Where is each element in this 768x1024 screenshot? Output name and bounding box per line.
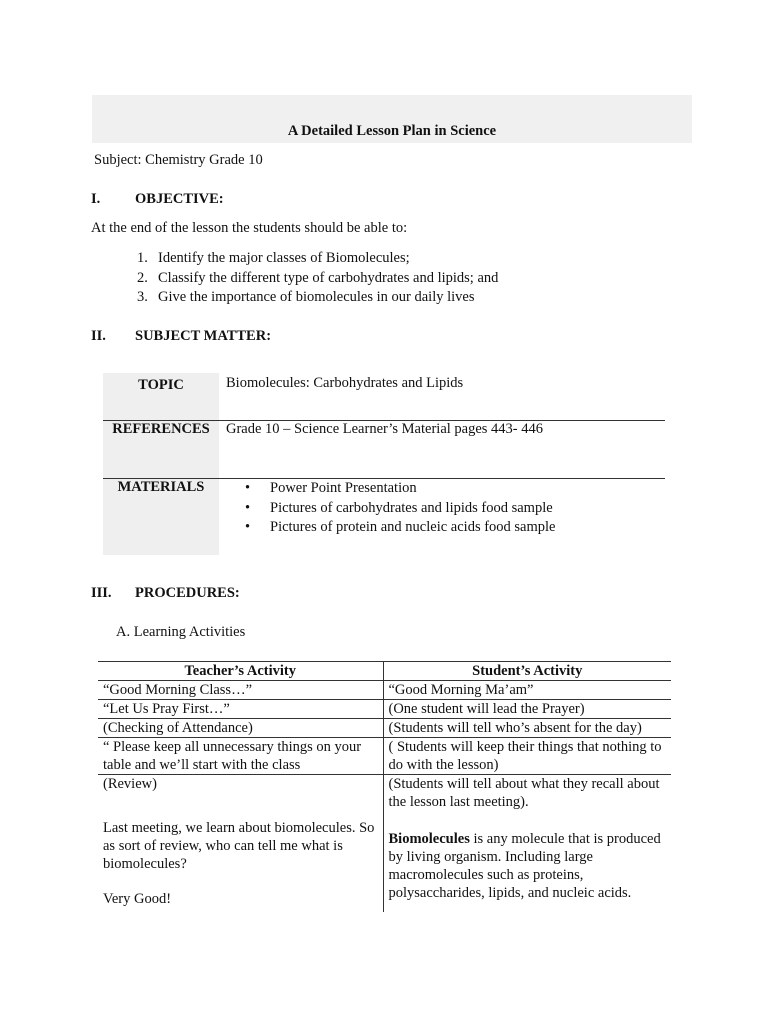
objectives-list <box>137 249 498 308</box>
subject-matter-table <box>103 373 665 555</box>
objective-number: I. <box>91 191 101 207</box>
teacher-cell: (Checking of Attendance) <box>98 719 383 738</box>
recall-text: (Students will tell about what they recall about the lesson last meeting). <box>388 776 660 810</box>
materials-list <box>245 479 555 538</box>
table-row <box>98 681 671 700</box>
topic-value: Biomolecules: Carbohydrates and Lipids <box>226 375 464 391</box>
topic-label: TOPIC <box>138 377 184 393</box>
student-cell <box>383 775 671 913</box>
label-column <box>103 373 219 555</box>
student-cell: ( Students will keep their things that nothing to do with the lesson) <box>383 738 671 775</box>
document-title: A Detailed Lesson Plan in Science <box>287 123 497 139</box>
references-value: Grade 10 – Science Learner’s Material pages 443- 446 <box>226 421 543 437</box>
student-cell: “Good Morning Ma’am” <box>383 681 671 700</box>
objective-item: 3. Give the importance of biomolecules in our daily lives <box>137 289 475 305</box>
table-row <box>98 775 671 913</box>
teacher-activity-header: Teacher’s Activity <box>98 662 383 681</box>
table-row <box>98 719 671 738</box>
subject-matter-heading: SUBJECT MATTER: <box>135 328 272 344</box>
teacher-cell <box>98 775 383 913</box>
teacher-cell: “ Please keep all unnecessary things on your table and we’ll start with the class <box>98 738 383 775</box>
table-row <box>98 700 671 719</box>
activities-table <box>98 661 671 912</box>
student-cell: (One student will lead the Prayer) <box>383 700 671 719</box>
biomolecules-definition: Biomolecules is any molecule that is produced by living organism. Including large macromolecules such as proteins, polysaccharides, lipids, and nucleic acids. <box>388 831 661 901</box>
praise-text: Very Good! <box>103 891 172 907</box>
subject-line: Subject: Chemistry Grade 10 <box>94 152 263 168</box>
materials-item: • Pictures of carbohydrates and lipids food sample <box>245 499 555 519</box>
objective-item: 2. Classify the different type of carbohydrates and lipids; and <box>137 269 499 286</box>
objective-item: 1. Identify the major classes of Biomolecules; <box>137 250 410 266</box>
review-question: Last meeting, we learn about biomolecules. So as sort of review, who can tell me what is biomolecules? <box>103 820 375 872</box>
objective-intro: At the end of the lesson the students should be able to: <box>91 220 408 236</box>
materials-item: • Power Point Presentation <box>245 479 555 499</box>
procedures-heading: PROCEDURES: <box>135 585 240 601</box>
table-row <box>98 738 671 775</box>
references-label: REFERENCES <box>112 421 210 437</box>
subject-matter-number: II. <box>91 328 106 344</box>
review-label: (Review) <box>103 776 157 792</box>
teacher-cell: “Good Morning Class…” <box>98 681 383 700</box>
teacher-cell: “Let Us Pray First…” <box>98 700 383 719</box>
procedures-number: III. <box>91 585 112 601</box>
materials-item: • Pictures of protein and nucleic acids food sample <box>245 518 555 538</box>
biomolecules-term: Biomolecules <box>388 831 470 847</box>
learning-activities-heading: A. Learning Activities <box>116 624 246 640</box>
student-cell: (Students will tell who’s absent for the day) <box>383 719 671 738</box>
objective-heading: OBJECTIVE: <box>135 191 224 207</box>
student-activity-header: Student’s Activity <box>383 662 671 681</box>
materials-label: MATERIALS <box>117 479 205 495</box>
